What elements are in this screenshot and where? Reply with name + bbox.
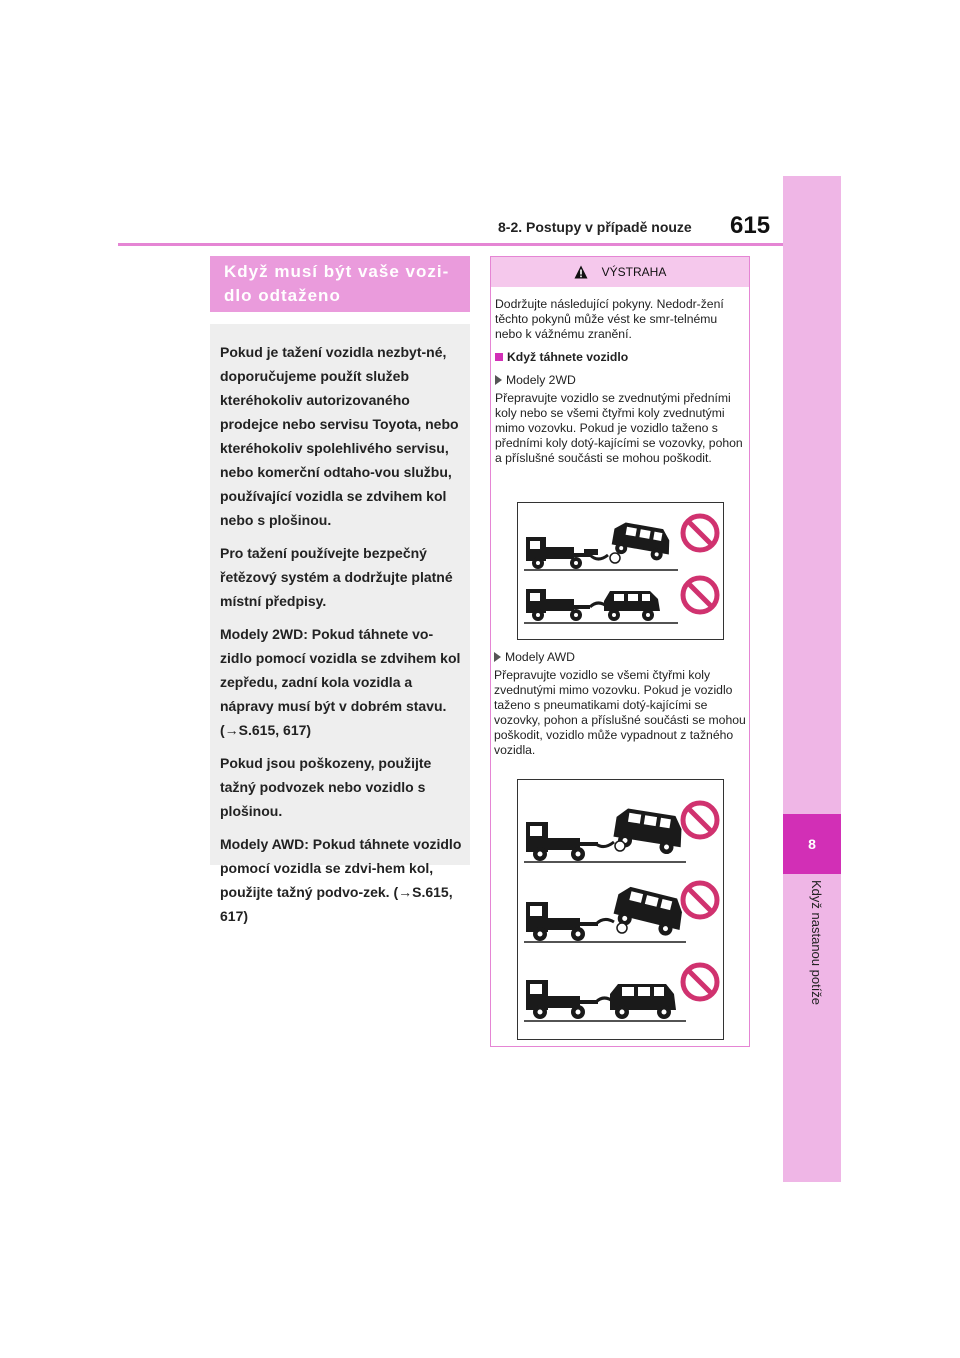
awd-section <box>494 650 746 758</box>
model-awd-text: Přepravujte vozidlo se všemi čtyřmi koly zvednutými mimo vozovku. Pokud je vozidlo taženo s pneumatikami dotý-kajícími se vozovky, pohon a příslušné součásti se mohou poškodit, vozidlo může vypadnout z tažného vozidla. <box>494 668 746 757</box>
chapter-title: 8-2. Postupy v případě nouze <box>498 219 692 235</box>
header-divider <box>118 243 783 246</box>
warning-subheading: Když táhnete vozidlo <box>495 350 744 365</box>
body-paragraph: Modely AWD: Pokud táhnete vozidlo pomocí vozidla se zdvi-hem kol, použijte tažný podvo-zek. (→S.615, 617) <box>220 836 462 924</box>
model-2wd-text: Přepravujte vozidlo se zvednutými předními koly nebo se všemi čtyřmi koly zvednutými mimo vozovku. Pokud je vozidlo taženo s předními koly dotý-kajícími se vozovky, pohon a příslušné součásti se mohou poškodit. <box>495 391 743 465</box>
page-number: 615 <box>730 212 771 239</box>
warning-triangle-icon <box>574 265 588 279</box>
warning-intro: Dodržujte následující pokyny. Nedodr-žení těchto pokynů může vést ke smr-telnému nebo k vážnému zranění. <box>495 297 724 341</box>
chapter-side-label: Když nastanou potíže <box>809 880 824 1006</box>
towing-figure-2wd <box>517 502 724 640</box>
model-awd-label: Modely AWD <box>494 650 746 665</box>
towing-illustration-2wd <box>518 503 723 639</box>
section-heading: Když musí být vaše vozi-dlo odtaženo <box>210 256 470 312</box>
body-paragraph: Pokud je tažení vozidla nezbyt-né, doporučujeme použít služeb kteréhokoliv autorizovaného prodejce nebo servisu Toyota, nebo kteréhokoliv spolehlivého servisu, nebo komerční odtaho-vou službu, používající vozidla se zdvihem kol nebo s plošinou. <box>220 344 459 528</box>
arrow-right-icon <box>495 375 502 385</box>
model-2wd-label: Modely 2WD <box>495 373 744 388</box>
body-paragraph: Pro tažení používejte bezpečný řetězový systém a dodržujte platné místní předpisy. <box>220 545 453 609</box>
towing-figure-awd <box>517 779 724 1040</box>
chapter-number-badge: 8 <box>783 814 841 874</box>
arrow-right-icon <box>494 652 501 662</box>
bullet-square-icon <box>495 353 503 361</box>
body-paragraph: Modely 2WD: Pokud táhnete vo-zidlo pomocí vozidla se zdvihem kol zepředu, zadní kola vozidla a nápravy musí být v dobrém stavu. (→S.615, 617) <box>220 626 461 738</box>
towing-illustration-awd <box>518 780 723 1039</box>
warning-title: VÝSTRAHA <box>601 265 667 279</box>
warning-header <box>491 257 749 287</box>
section-body <box>210 324 470 924</box>
body-paragraph: Pokud jsou poškozeny, použijte tažný podvozek nebo vozidlo s plošinou. <box>220 755 432 819</box>
